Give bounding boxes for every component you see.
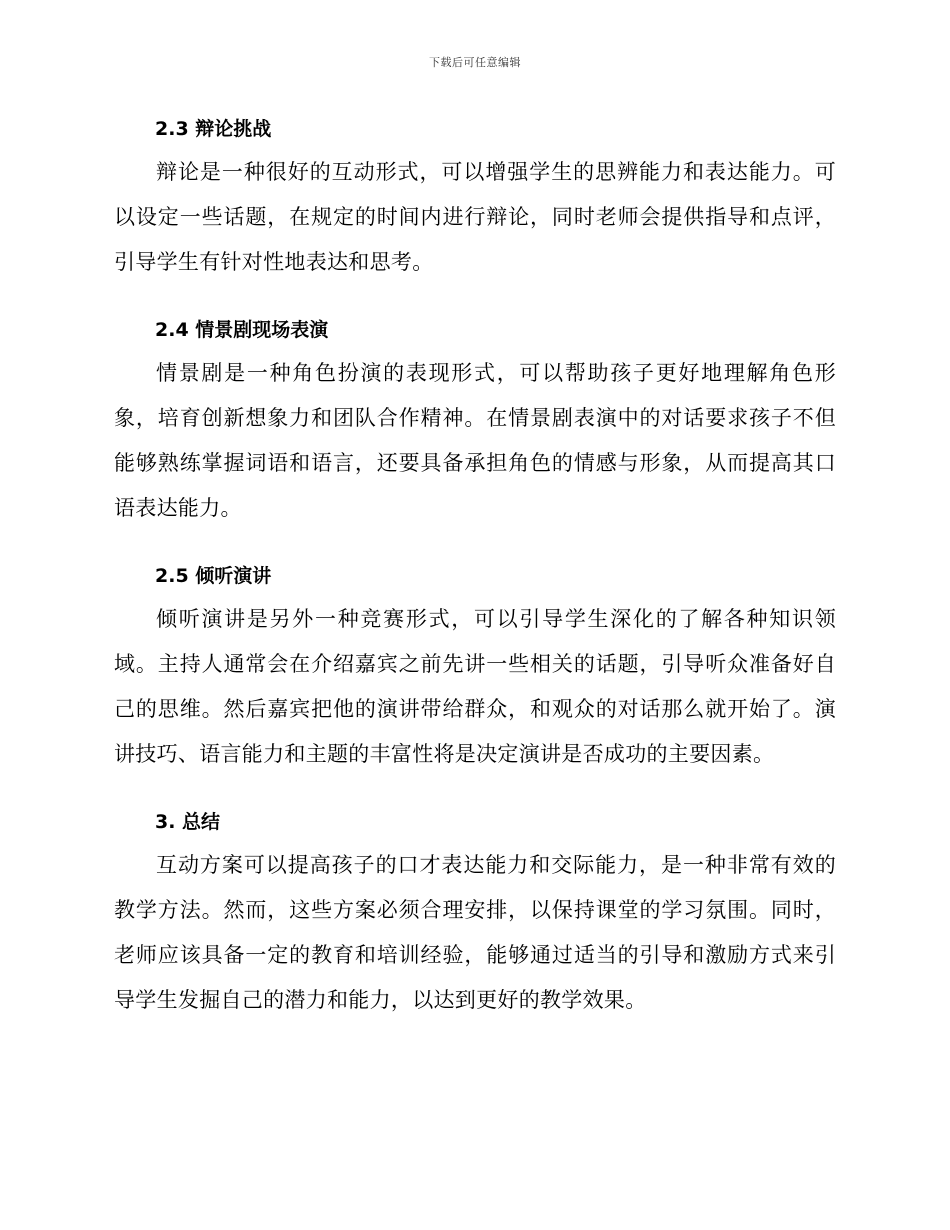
section-debate-challenge [114, 108, 836, 285]
section-paragraph: 情景剧是一种角色扮演的表现形式，可以帮助孩子更好地理解角色形象，培育创新想象力和团队合作精神。在情景剧表演中的对话要求孩子不但能够熟练掌握词语和语言，还要具备承担角色的情感与形象，从而提高其口语表达能力。 [114, 361, 836, 520]
section-heading: 3. 总结 [155, 811, 221, 833]
section-listening-speech [114, 555, 836, 777]
section-paragraph: 倾听演讲是另外一种竞赛形式，可以引导学生深化的了解各种知识领域。主持人通常会在介绍嘉宾之前先讲一些相关的话题，引导听众准备好自己的思维。然后嘉宾把他的演讲带给群众，和观众的对话那么就开始了。演讲技巧、语言能力和主题的丰富性将是决定演讲是否成功的主要因素。 [114, 607, 836, 766]
section-paragraph: 互动方案可以提高孩子的口才表达能力和交际能力，是一种非常有效的教学方法。然而，这些方案必须合理安排，以保持课堂的学习氛围。同时，老师应该具备一定的教育和培训经验，能够通过适当的引导和激励方式来引导学生发掘自己的潜力和能力，以达到更好的教学效果。 [114, 853, 836, 1012]
section-paragraph: 辩论是一种很好的互动形式，可以增强学生的思辨能力和表达能力。可以设定一些话题，在规定的时间内进行辩论，同时老师会提供指导和点评，引导学生有针对性地表达和思考。 [114, 160, 836, 274]
section-heading: 2.3 辩论挑战 [155, 118, 272, 140]
section-summary [114, 801, 836, 1023]
page-header-note: 下载后可任意编辑 [429, 56, 521, 69]
section-scenario-drama [114, 309, 836, 531]
section-heading: 2.4 情景剧现场表演 [155, 319, 329, 341]
document-body [114, 108, 836, 1047]
section-heading: 2.5 倾听演讲 [155, 565, 272, 587]
